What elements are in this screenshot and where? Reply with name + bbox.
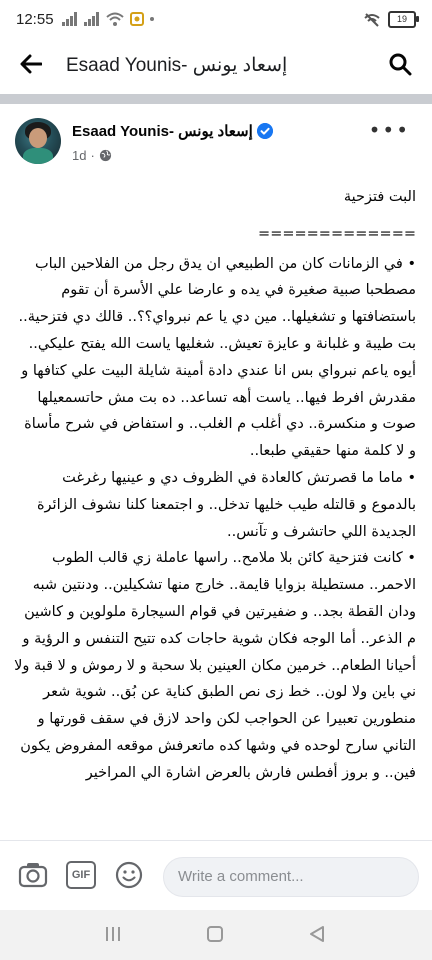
recent-apps-icon[interactable] bbox=[104, 925, 122, 943]
status-time: 12:55 bbox=[16, 11, 54, 28]
home-icon[interactable] bbox=[206, 925, 224, 943]
no-wifi-icon bbox=[364, 13, 380, 27]
more-options-icon[interactable]: ••• bbox=[368, 118, 410, 142]
gif-icon[interactable]: GIF bbox=[66, 861, 96, 889]
post-paragraph: • في الزمانات كان من الطبيعي ان يدق رجل من الفلاحين الباب مصطحبا صبية صغيرة في يده و عارضا علي الأسرة أن تقوم باستضافتها و تشغيلها.. مين دي يا عم نبرواي؟؟.. قالك دي فتزحية.. بت طيبة و غلبانة و عايزة تعيش.. شغليها ياست الله يفتح عليكي.. أيوه ياعم نبرواي بس انا عندي دادة أمينة شايلة البيت علي كتافها و مقدرش افرط فيها.. ياست أهه تساعد.. ده بت مش حاتسمعيلها صوت و منكسرة.. دي أغلب م الغلب.. و استفاض في شرح مأساة و لا كلمة منها حقيقي طبعا.. bbox=[18, 255, 416, 460]
comment-bar bbox=[0, 840, 432, 911]
globe-icon bbox=[99, 149, 112, 162]
post-author[interactable] bbox=[72, 122, 273, 140]
system-nav-bar bbox=[0, 910, 432, 960]
top-header bbox=[0, 40, 432, 92]
post-paragraph: • ماما ما قصرتش كالعادة في الظروف دي و عينيها رغرغت بالدموع و قالتله طيب خليها تدخل.. و اجتمعنا كلنا نشوف الزائرة الجديدة اللي حاتشرف و تآنس.. bbox=[36, 469, 416, 540]
notification-box-icon bbox=[130, 12, 144, 26]
post-meta: 1d · bbox=[72, 148, 112, 163]
section-divider bbox=[0, 94, 432, 104]
back-arrow-icon[interactable] bbox=[20, 54, 42, 74]
comment-input[interactable] bbox=[163, 857, 419, 897]
search-icon[interactable] bbox=[388, 52, 412, 76]
battery-icon: 19 bbox=[388, 11, 416, 28]
status-bar bbox=[0, 0, 432, 40]
post-card bbox=[0, 104, 432, 864]
page-title: Esaad Younis- إسعاد يونس bbox=[66, 55, 288, 76]
wifi-icon bbox=[106, 12, 124, 26]
signal-icon-2 bbox=[84, 12, 100, 26]
camera-icon[interactable] bbox=[18, 861, 48, 889]
emoji-icon[interactable] bbox=[115, 861, 143, 889]
author-name[interactable]: Esaad Younis- إسعاد يونس bbox=[72, 123, 253, 140]
post-body bbox=[14, 184, 416, 787]
comment-placeholder: Write a comment... bbox=[178, 868, 304, 885]
verified-badge-icon bbox=[257, 123, 273, 139]
dot-icon bbox=[150, 17, 154, 21]
back-nav-icon[interactable] bbox=[308, 925, 326, 943]
post-paragraph: ============= bbox=[258, 225, 416, 242]
post-time[interactable]: 1d bbox=[72, 148, 87, 163]
post-paragraph: • كانت فتزحية كائن بلا ملامح.. راسها عاملة زي قالب الطوب الاحمر.. مستطيلة بزوايا قايمة.. خارج منها تشكيلين.. ودنتين شبه ودان القطة بجد.. و ضفيرتين في قوام السيجارة ملولوين و كاشين م الذعر.. أما الوجه فكان شوية حاجات كده تتيح التنفس و الرؤية و أحيانا الطعام.. خرمين مكان العينين بلا سحبة و لا رموش و لا قبة ولا ني باين ولا لون.. خط زى نص الطبق كناية عن بُق.. شوية شعر منطورين تعبيرا عن الحواجب لكن واحد لازق في سقف قورتها و التاني سارح لوحده في وشها كده ماتعرفش موقعه المفروض يكون فين.. و بروز أفطس فارش بالعرض اشارة الي المراخير bbox=[14, 550, 416, 781]
post-paragraph: البت فتزحية bbox=[343, 189, 416, 205]
signal-icon bbox=[62, 12, 78, 26]
avatar[interactable] bbox=[15, 118, 61, 164]
